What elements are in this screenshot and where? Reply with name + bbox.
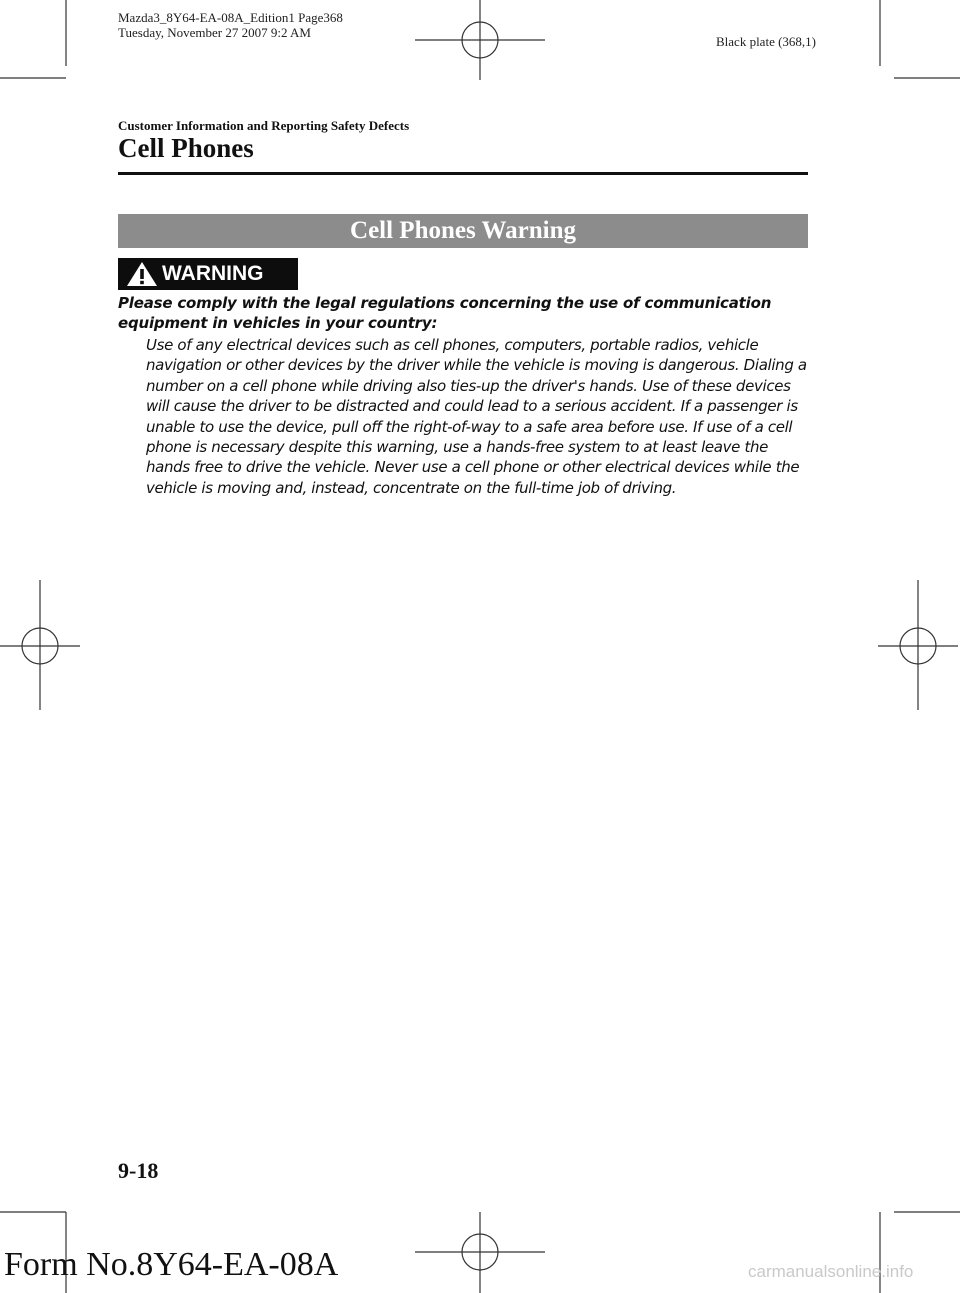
registration-target-top (415, 0, 545, 80)
exclamation-triangle-icon (126, 261, 158, 287)
registration-target-left (0, 580, 80, 710)
section-label: Customer Information and Reporting Safety Defects (118, 118, 410, 133)
slug-filename: Mazda3_8Y64-EA-08A_Edition1 Page368 (118, 10, 343, 25)
plate-label: Black plate (368,1) (716, 34, 816, 49)
title-divider (118, 172, 808, 175)
slug-timestamp: Tuesday, November 27 2007 9:2 AM (118, 25, 311, 40)
watermark: carmanualsonline.info (748, 1262, 914, 1281)
page-title: Cell Phones (118, 133, 254, 163)
form-number: Form No.8Y64-EA-08A (4, 1246, 339, 1283)
registration-target-bottom (415, 1212, 545, 1293)
warning-lead-text: Please comply with the legal regulations concerning the use of communication equipment in vehicles in your country: (118, 294, 772, 332)
print-slug (118, 10, 343, 40)
warning-badge (118, 258, 298, 290)
warning-label: WARNING (162, 262, 264, 285)
registration-target-right (878, 580, 958, 710)
page-number: 9-18 (118, 1158, 159, 1183)
warning-body-text: Use of any electrical devices such as cell phones, computers, portable radios, vehicle navigation or other devices by the driver while the vehicle is moving is dangerous. Dialing a number on a cell phone while driving also ties-up the driver's hands. Use of these devices will cause the driver to be distracted and could lead to a serious accident. If a passenger is unable to use the device, pull off the right-of-way to a safe area before use. If use of a cell phone is necessary despite this warning, use a hands-free system to at least leave the hands free to drive the vehicle. Never use a cell phone or other electrical devices while the vehicle is moving and, instead, concentrate on the full-time job of driving. (146, 336, 807, 497)
section-banner: Cell Phones Warning (118, 214, 808, 248)
